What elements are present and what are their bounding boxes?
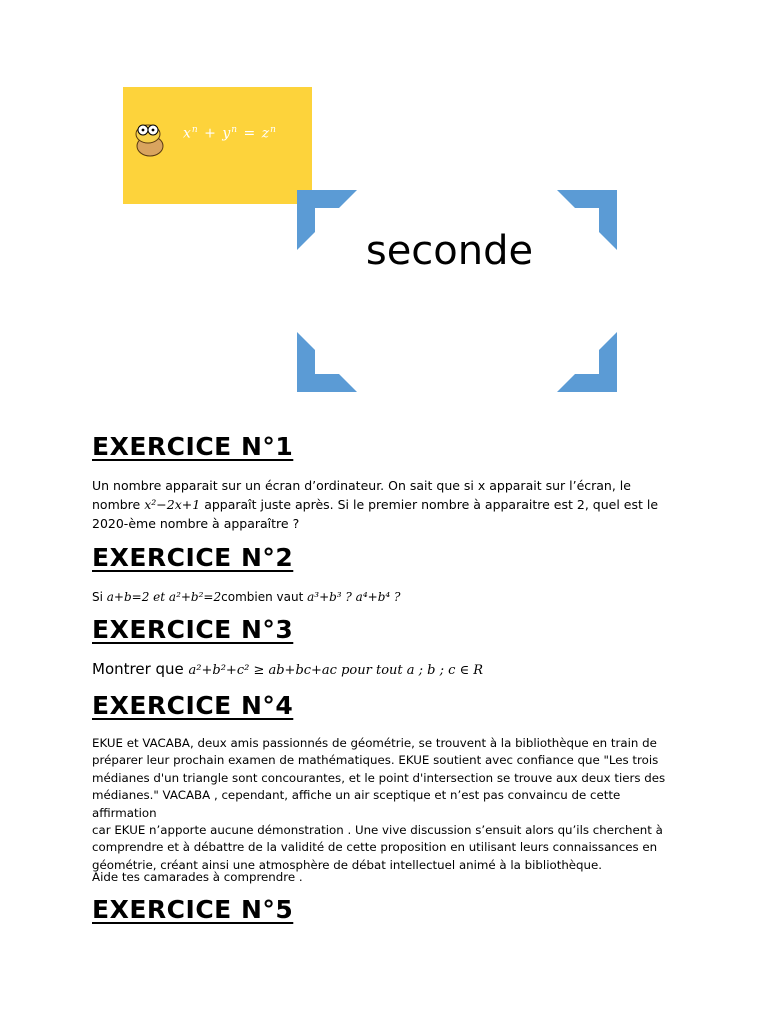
- corner-frame: [297, 190, 617, 392]
- grade-title: seconde: [365, 228, 534, 274]
- exercise-1-text: Un nombre apparait sur un écran d’ordinateur. On sait que si x apparait sur l’écran, le nombre x²−2x+1 apparaît juste après. Si le premier nombre à apparaitre est 2, quel est le 2020-ème nombre à apparaître ?: [92, 478, 659, 531]
- exercise-2-title: EXERCICE N°2: [92, 543, 294, 572]
- fermat-formula: $x^n + y^n = z^n$: [183, 125, 277, 142]
- exercise-2-text: Si a+b=2 et a²+b²=2combien vaut a³+b³ ? a⁴+b⁴ ?: [92, 590, 401, 604]
- exercise-4-closing: Aide tes camarades à comprendre .: [92, 870, 303, 884]
- exercise-4-text: EKUE et VACABA, deux amis passionnés de géométrie, se trouvent à la bibliothèque en train de préparer leur prochain examen de mathématiques. EKUE soutient avec confiance que "Les trois médianes d'un triangle sont concourantes, et le point d'intersection se trouve aux deux tiers des médianes." VACABA , cependant, affiche un air sceptique et n’est pas convaincu de cette affirmation car EKUE n’apporte aucune démonstration . Une vive discussion s’ensuit alors qu’ils cherchent à comprendre et à débattre de la validité de cette proposition en utilisant leurs connaissances en géométrie, créant ainsi une atmosphère de débat intellectuel animé à la bibliothèque.: [92, 736, 666, 872]
- exercise-3-title: EXERCICE N°3: [92, 615, 294, 644]
- exercise-3-text: Montrer que a²+b²+c² ≥ ab+bc+ac pour tout a ; b ; c ∈ R: [92, 660, 484, 678]
- exercise-4-title: EXERCICE N°4: [92, 691, 294, 720]
- frame-corner-bottom-left: [297, 332, 357, 392]
- exercise-1-formula: x²−2x+1: [144, 497, 201, 512]
- exercise-1-title: EXERCICE N°1: [92, 432, 294, 461]
- homer-face-icon: [131, 120, 167, 160]
- exercise-5-title: EXERCICE N°5: [92, 895, 294, 924]
- frame-corner-bottom-right: [557, 332, 617, 392]
